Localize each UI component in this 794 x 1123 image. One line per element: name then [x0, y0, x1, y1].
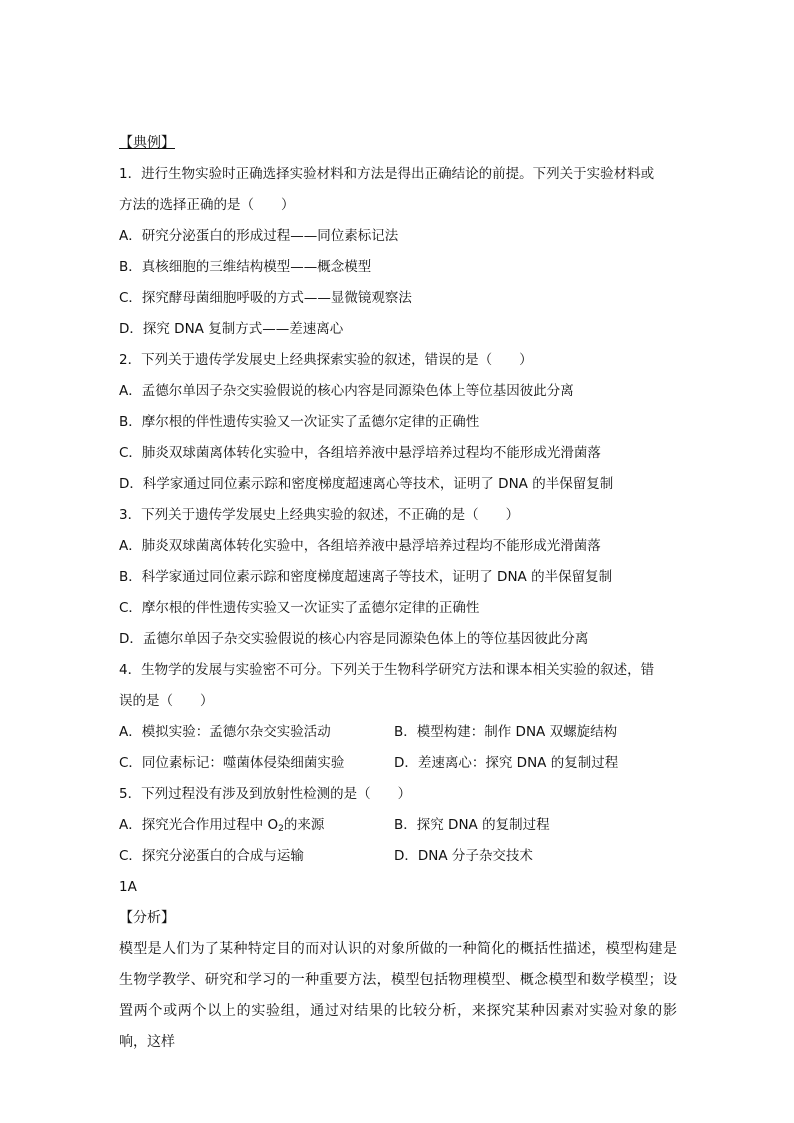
questions-block	[119, 128, 679, 1058]
q3-option-d: D．孟德尔单因子杂交实验假说的核心内容是同源染色体上的等位基因彼此分离	[119, 631, 589, 647]
q1-option-b: B．真核细胞的三维结构模型——概念模型	[119, 259, 372, 275]
q3-option-b: B．科学家通过同位素示踪和密度梯度超速离子等技术，证明了 DNA 的半保留复制	[119, 569, 613, 585]
q4-option-a: A．模拟实验：孟德尔杂交实验活动	[119, 724, 331, 740]
q1-option-c: C．探究酵母菌细胞呼吸的方式——显微镜观察法	[119, 290, 412, 306]
q2-option-d: D．科学家通过同位素示踪和密度梯度超速离心等技术，证明了 DNA 的半保留复制	[119, 476, 614, 492]
q4-stem-line-2: 误的是（ ）	[119, 693, 214, 709]
q5-option-b: B．探究 DNA 的复制过程	[394, 817, 550, 833]
analysis-header: 【分析】	[119, 910, 175, 926]
section-header: 【典例】	[119, 135, 175, 151]
q1-stem-line-2: 方法的选择正确的是（ ）	[119, 197, 295, 213]
q5-option-a: A．探究光合作用过程中 $O_2$的来源	[119, 817, 325, 834]
q2-option-c: C．肺炎双球菌离体转化实验中，各组培养液中悬浮培养过程均不能形成光滑菌落	[119, 445, 601, 461]
q5-option-d: D．DNA 分子杂交技术	[394, 848, 533, 864]
q4-stem-line-1: 4．生物学的发展与实验密不可分。下列关于生物科学研究方法和课本相关实验的叙述，错	[119, 662, 655, 678]
q4-option-b: B．模型构建：制作 DNA 双螺旋结构	[394, 724, 618, 740]
q1-option-d: D．探究 DNA 复制方式——差速离心	[119, 321, 344, 337]
q5-options-row-1	[119, 810, 679, 841]
q2-stem: 2．下列关于遗传学发展史上经典探索实验的叙述，错误的是（ ）	[119, 352, 533, 368]
q1-stem-line-1: 1．进行生物实验时正确选择实验材料和方法是得出正确结论的前提。下列关于实验材料或	[119, 166, 655, 182]
q3-option-a: A．肺炎双球菌离体转化实验中，各组培养液中悬浮培养过程均不能形成光滑菌落	[119, 538, 601, 554]
q5-options-row-2	[119, 841, 679, 872]
q2-option-a: A．孟德尔单因子杂交实验假说的核心内容是同源染色体上等位基因彼此分离	[119, 383, 574, 399]
q4-option-d: D．差速离心：探究 DNA 的复制过程	[394, 755, 619, 771]
q4-option-c: C．同位素标记：噬菌体侵染细菌实验	[119, 755, 345, 771]
analysis-paragraph: 模型是人们为了某种特定目的而对认识的对象所做的一种简化的概括性描述，模型构建是生物学教学、研究和学习的一种重要方法，模型包括物理模型、概念模型和数学模型；设置两个或两个以上的实验组，通过对结果的比较分析，来探究某种因素对实验对象的影响，这样	[119, 941, 677, 1050]
q4-options-row-1	[119, 717, 679, 748]
q1-option-a: A．研究分泌蛋白的形成过程——同位素标记法	[119, 228, 399, 244]
q4-options-row-2	[119, 748, 679, 779]
answer-label: 1A	[119, 879, 137, 895]
q5-option-c: C．探究分泌蛋白的合成与运输	[119, 848, 304, 864]
q5-stem: 5．下列过程没有涉及到放射性检测的是（ ）	[119, 786, 412, 802]
q2-option-b: B．摩尔根的伴性遗传实验又一次证实了孟德尔定律的正确性	[119, 414, 480, 430]
q3-option-c: C．摩尔根的伴性遗传实验又一次证实了孟德尔定律的正确性	[119, 600, 480, 616]
q3-stem: 3．下列关于遗传学发展史上经典实验的叙述，不正确的是（ ）	[119, 507, 520, 523]
